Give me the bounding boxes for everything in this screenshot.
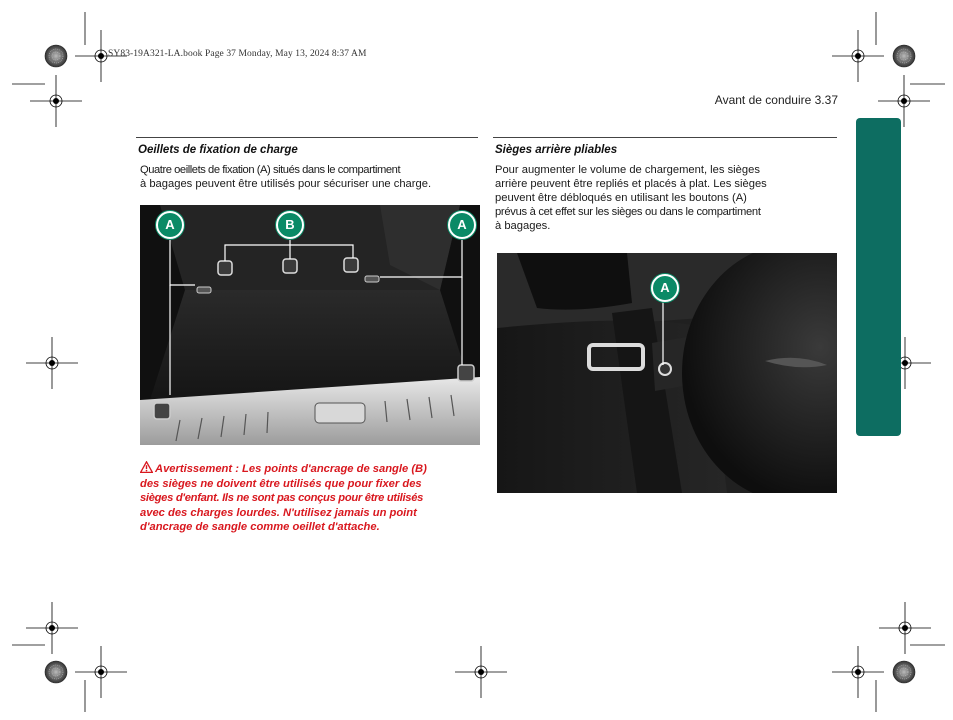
cargo-illustration bbox=[140, 205, 480, 445]
text-line: à bagages. bbox=[495, 220, 551, 232]
photo-label-a-right: A bbox=[448, 211, 476, 239]
photo-label-b: B bbox=[276, 211, 304, 239]
chapter-tab bbox=[856, 118, 901, 436]
text-line: Quatre oeillets de fixation (A) situés dans le compartiment bbox=[140, 164, 401, 176]
left-section-text bbox=[140, 163, 485, 191]
warning-line: d'ancrage de sangle comme oeillet d'attache. bbox=[140, 521, 380, 533]
text-line: prévus à cet effet sur les sièges ou dans le compartiment bbox=[495, 206, 761, 218]
text-line: à bagages peuvent être utilisés pour sécuriser une charge. bbox=[140, 178, 432, 190]
warning-block bbox=[140, 461, 490, 535]
photo-label-a: A bbox=[651, 274, 679, 302]
right-section-text bbox=[495, 163, 840, 233]
warning-line: sièges d'enfant. Ils ne sont pas conçus pour être utilisés bbox=[140, 492, 424, 504]
running-header: Avant de conduire 3.37 bbox=[714, 93, 838, 107]
photo-label-a-left: A bbox=[156, 211, 184, 239]
text-line: peuvent être débloqués en utilisant les boutons (A) bbox=[495, 192, 747, 204]
right-heading-rule bbox=[493, 137, 837, 138]
text-line: Pour augmenter le volume de chargement, les sièges bbox=[495, 164, 760, 176]
right-section-heading: Sièges arrière pliables bbox=[495, 144, 618, 156]
warning-line: des sièges ne doivent être utilisés que pour fixer des bbox=[140, 477, 422, 490]
warning-icon bbox=[140, 461, 153, 473]
cargo-area-photo bbox=[140, 205, 480, 445]
left-section-heading: Oeillets de fixation de charge bbox=[138, 144, 298, 156]
rear-seat-photo bbox=[497, 253, 837, 493]
warning-line: avec des charges lourdes. N'utilisez jamais un point bbox=[140, 506, 417, 519]
text-line: arrière peuvent être repliés et placés à plat. Les sièges bbox=[495, 178, 767, 190]
warning-line: Avertissement : Les points d'ancrage de sangle (B) bbox=[140, 461, 490, 477]
print-info: SY83-19A321-LA.book Page 37 Monday, May 13, 2024 8:37 AM bbox=[108, 49, 367, 59]
left-heading-rule bbox=[136, 137, 478, 138]
